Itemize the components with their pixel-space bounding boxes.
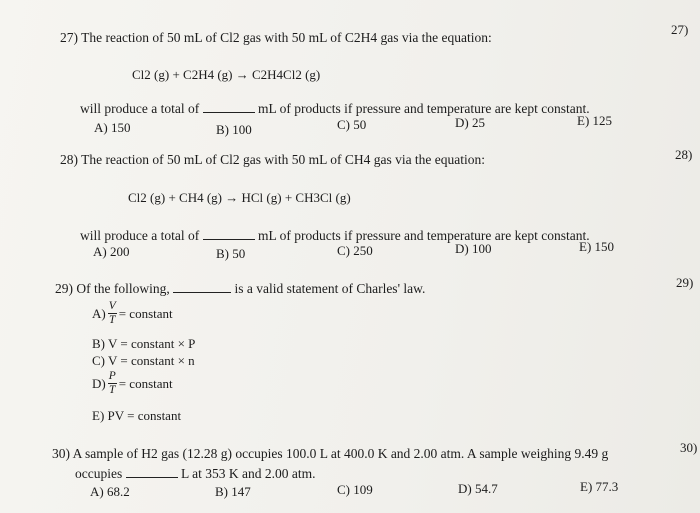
question-28-prompt bbox=[80, 227, 590, 244]
question-30-line2 bbox=[75, 465, 315, 482]
question-28-equation: Cl2 (g) + CH4 (g) → HCl (g) + CH3Cl (g) bbox=[128, 190, 351, 205]
question-28-prompt-start: will produce a total of bbox=[80, 228, 200, 243]
question-30-option-e[interactable]: E) 77.3 bbox=[580, 479, 619, 494]
question-27-equation: Cl2 (g) + C2H4 (g) → C2H4Cl2 (g) bbox=[132, 67, 321, 82]
question-27-option-d[interactable]: D) 25 bbox=[455, 115, 485, 130]
question-29-stem-start: 29) Of the following, bbox=[55, 281, 170, 296]
question-28-answer-blank[interactable] bbox=[203, 227, 255, 240]
question-30-option-c[interactable]: C) 109 bbox=[337, 482, 373, 497]
question-30-option-b[interactable]: B) 147 bbox=[215, 484, 251, 499]
question-27-prompt bbox=[80, 100, 590, 117]
margin-number-29: 29) bbox=[676, 275, 694, 290]
question-29-option-b[interactable]: B) V = constant × P bbox=[92, 336, 196, 351]
margin-number-28: 28) bbox=[675, 147, 693, 162]
question-28-prompt-end: mL of products if pressure and temperature are kept constant. bbox=[257, 228, 590, 243]
question-29-answer-blank[interactable] bbox=[173, 280, 231, 293]
fraction-denominator: T bbox=[109, 314, 116, 326]
option-a-rest: = constant bbox=[118, 306, 173, 321]
question-27-option-b[interactable]: B) 100 bbox=[216, 122, 252, 137]
fraction-denominator: T bbox=[109, 384, 116, 396]
question-27-option-c[interactable]: C) 50 bbox=[337, 117, 367, 132]
question-30-line2-start: occupies bbox=[75, 466, 123, 481]
margin-number-27: 27) bbox=[671, 22, 689, 37]
question-29-option-c[interactable]: C) V = constant × n bbox=[92, 353, 195, 368]
fraction-numerator: P bbox=[108, 370, 116, 382]
question-27-option-e[interactable]: E) 125 bbox=[577, 113, 613, 128]
option-a-fraction bbox=[108, 301, 117, 326]
question-27-stem: 27) The reaction of 50 mL of Cl2 gas with 50 mL of C2H4 gas via the equation: bbox=[60, 30, 492, 45]
question-29-option-d[interactable] bbox=[92, 371, 173, 396]
question-27-prompt-start: will produce a total of bbox=[80, 101, 200, 116]
question-30-option-a[interactable]: A) 68.2 bbox=[90, 484, 130, 499]
question-29-stem-end: is a valid statement of Charles' law. bbox=[234, 281, 426, 296]
question-28-option-d[interactable]: D) 100 bbox=[455, 241, 492, 256]
question-29-option-e[interactable]: E) PV = constant bbox=[92, 408, 182, 423]
option-a-label: A) bbox=[92, 306, 106, 321]
margin-number-30: 30) bbox=[680, 440, 698, 455]
question-29-option-a[interactable] bbox=[92, 301, 173, 326]
question-29-stem bbox=[55, 280, 425, 297]
option-d-rest: = constant bbox=[118, 376, 173, 391]
question-30-answer-blank[interactable] bbox=[126, 465, 178, 478]
question-28-option-b[interactable]: B) 50 bbox=[216, 246, 246, 261]
question-30-stem: 30) A sample of H2 gas (12.28 g) occupies 100.0 L at 400.0 K and 2.00 atm. A sample weighing 9.49 g bbox=[52, 446, 609, 461]
question-28-stem: 28) The reaction of 50 mL of Cl2 gas with 50 mL of CH4 gas via the equation: bbox=[60, 152, 486, 167]
fraction-numerator: V bbox=[108, 300, 116, 312]
question-30-line2-end: L at 353 K and 2.00 atm. bbox=[180, 466, 316, 481]
option-d-fraction bbox=[108, 371, 117, 396]
question-28-option-a[interactable]: A) 200 bbox=[93, 244, 130, 259]
question-27-answer-blank[interactable] bbox=[203, 100, 255, 113]
question-27-prompt-end: mL of products if pressure and temperature are kept constant. bbox=[257, 101, 590, 116]
question-27-option-a[interactable]: A) 150 bbox=[94, 120, 131, 135]
question-28-option-e[interactable]: E) 150 bbox=[579, 239, 615, 254]
question-28-option-c[interactable]: C) 250 bbox=[337, 243, 373, 258]
question-30-option-d[interactable]: D) 54.7 bbox=[458, 481, 498, 496]
option-d-label: D) bbox=[92, 376, 106, 391]
